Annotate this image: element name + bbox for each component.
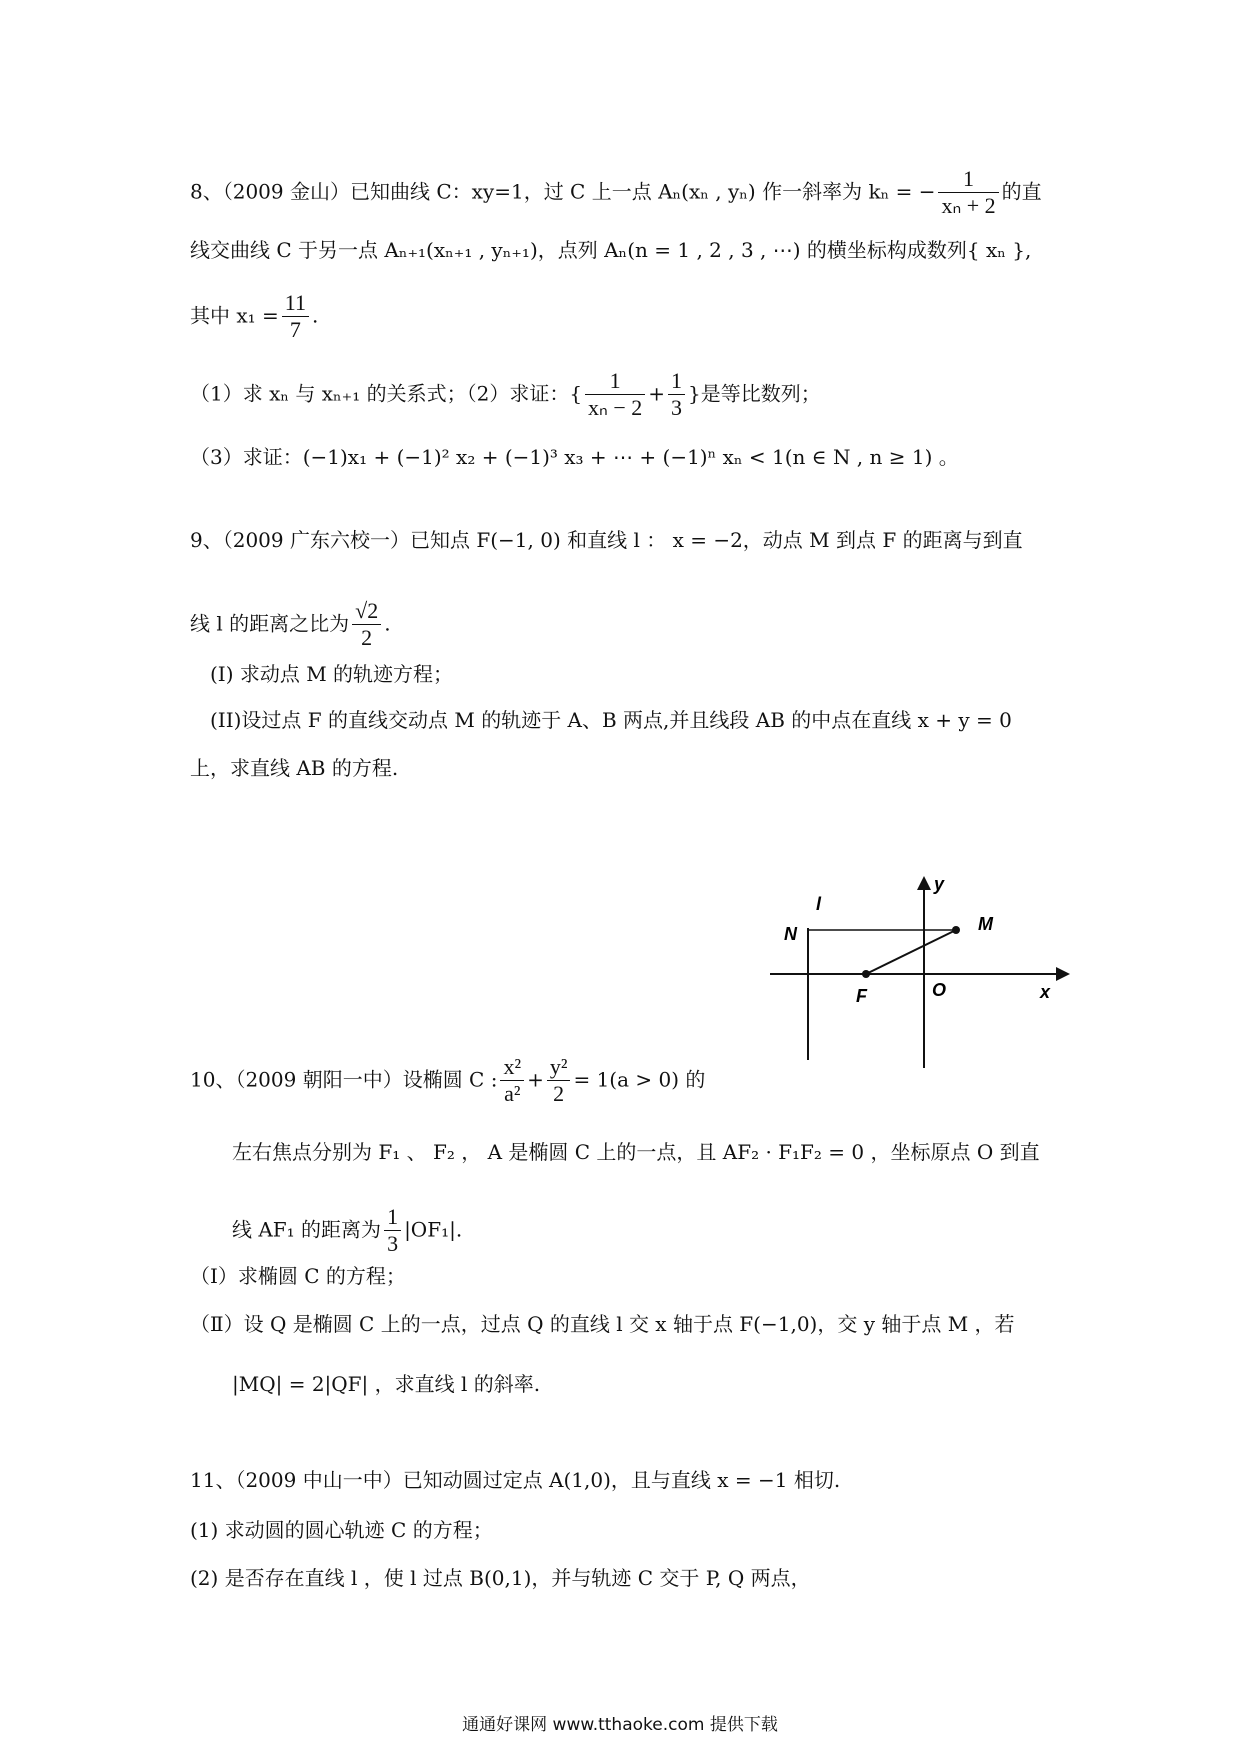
q8-x1-fraction: $\frac{11}{7}$ bbox=[282, 290, 309, 344]
q9-part-1: (I) 求动点 M 的轨迹方程； bbox=[210, 662, 454, 686]
q10-y-fraction: $\frac{\text{y²}}{2}$ bbox=[547, 1054, 571, 1108]
q10-part-1: （Ⅰ）求椭圆 C 的方程； bbox=[190, 1264, 406, 1288]
q11-part-2: (2) 是否存在直线 l ，使 l 过点 B(0,1)，并与轨迹 C 交于 P, Q 两点， bbox=[190, 1566, 811, 1590]
q10-part-2: （Ⅱ）设 Q 是椭圆 C 上的一点，过点 Q 的直线 l 交 x 轴于点 F(−1,0)，交 y 轴于点 M ，若 bbox=[190, 1312, 1015, 1336]
q10-line-3: 线 AF₁ 的距离为 $\frac{1}{3}$ |OF₁|. bbox=[232, 1204, 463, 1257]
label-x: x bbox=[1040, 982, 1051, 1002]
q8-part2-fraction-a: $\frac{1}{\text{xₙ − 2}}$ bbox=[585, 368, 645, 422]
q8-parts-1-2: （1）求 xₙ 与 xₙ₊₁ 的关系式；（2）求证：{ $\frac{1}{\text{xₙ − 2}}$ + $\frac{1}{3}$ }是等比数列； bbox=[190, 368, 821, 421]
label-l: l bbox=[816, 894, 822, 914]
q10-x-fraction: $\frac{\text{x²}}{\text{a²}}$ bbox=[500, 1054, 524, 1108]
point-F bbox=[862, 970, 870, 978]
x-axis-arrow bbox=[1056, 967, 1070, 981]
q9-line-2: 线 l 的距离之比为 $\frac{√2}{2}$ . bbox=[190, 598, 391, 651]
q9-part-2-cont: 上，求直线 AB 的方程. bbox=[190, 756, 399, 780]
q11-part-1: (1) 求动圆的圆心轨迹 C 的方程； bbox=[190, 1518, 493, 1542]
q8-line-3: 其中 x₁ = $\frac{11}{7}$ . bbox=[190, 290, 319, 343]
q10-line-2: 左右焦点分别为 F₁ 、 F₂ ， A 是椭圆 C 上的一点，且 AF₂ · F₁F₂ = 0 ，坐标原点 O 到直 bbox=[232, 1140, 1040, 1164]
q9-line-1: 9、（2009 广东六校一）已知点 F(−1, 0) 和直线 l ： x = −2，动点 M 到点 F 的距离与到直 bbox=[190, 528, 1023, 552]
segment-FM bbox=[866, 930, 956, 974]
y-axis-arrow bbox=[917, 876, 931, 890]
q8-slope-fraction: $\frac{1}{\text{xₙ + 2}}$ bbox=[938, 166, 998, 220]
label-O: O bbox=[932, 980, 947, 1000]
q8-line-1: 8、（2009 金山）已知曲线 C：xy=1，过 C 上一点 Aₙ(xₙ , yₙ) 作一斜率为 kₙ = − $\frac{1}{\text{xₙ + 2}}$ 的直 bbox=[190, 166, 1042, 219]
label-F: F bbox=[856, 986, 867, 1006]
label-M: M bbox=[978, 914, 993, 934]
label-N: N bbox=[784, 924, 797, 944]
q9-ratio-fraction: $\frac{√2}{2}$ bbox=[352, 598, 381, 652]
coordinate-figure bbox=[770, 868, 1080, 1068]
q8-line-2: 线交曲线 C 于另一点 Aₙ₊₁(xₙ₊₁ , yₙ₊₁)，点列 Aₙ(n = 1 , 2 , 3 , ⋯) 的横坐标构成数列{ xₙ }, bbox=[190, 238, 1032, 262]
q10-line-1: 10、（2009 朝阳一中）设椭圆 C : $\frac{\text{x²}}{\text{a²}}$ + $\frac{\text{y²}}{2}$ = 1(a > 0) 的 bbox=[190, 1054, 706, 1107]
label-y: y bbox=[934, 874, 945, 894]
q8-part-3: （3）求证：(−1)x₁ + (−1)² x₂ + (−1)³ x₃ + ⋯ + (−1)ⁿ xₙ < 1(n ∈ N , n ≥ 1) 。 bbox=[190, 445, 959, 469]
q10-part-2-cont: |MQ| = 2|QF| ，求直线 l 的斜率. bbox=[232, 1372, 541, 1396]
page-footer: 通通好课网 www.tthaoke.com 提供下载 bbox=[462, 1715, 778, 1735]
q10-distance-fraction: $\frac{1}{3}$ bbox=[384, 1204, 401, 1258]
q8-part2-fraction-b: $\frac{1}{3}$ bbox=[668, 368, 685, 422]
point-M bbox=[952, 926, 960, 934]
q9-part-2: (II)设过点 F 的直线交动点 M 的轨迹于 A、B 两点,并且线段 AB 的中点在直线 x + y = 0 bbox=[210, 708, 1012, 732]
q8-line-1-text: 8、（2009 金山）已知曲线 C：xy=1，过 C 上一点 Aₙ(xₙ , yₙ) 作一斜率为 kₙ = − bbox=[190, 179, 936, 204]
q11-line-1: 11、（2009 中山一中）已知动圆过定点 A(1,0)，且与直线 x = −1 相切. bbox=[190, 1468, 841, 1492]
